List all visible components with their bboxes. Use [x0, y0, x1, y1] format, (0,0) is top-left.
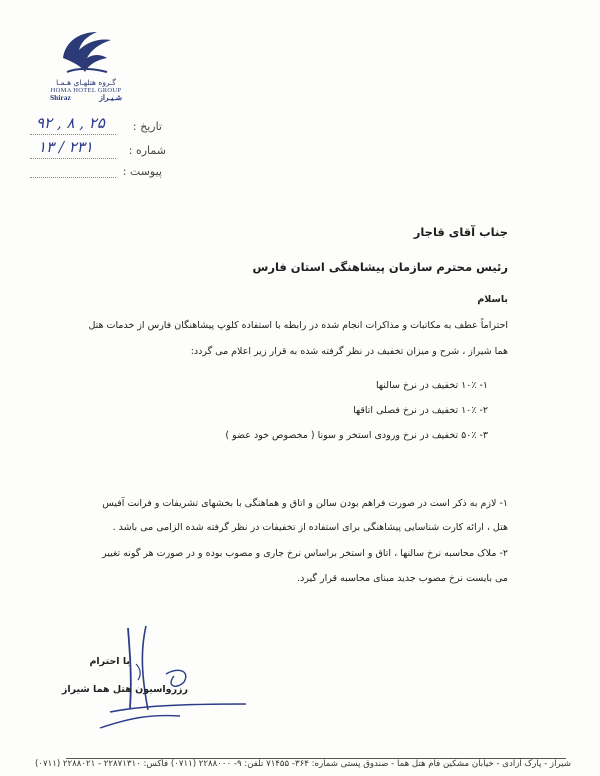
note-2-line-1: ۲- ملاک محاسبه نرخ سالنها ، اتاق و استخر براساس نرخ جاری و مصوب بوده و در صورت هر گونه تغییر	[101, 548, 508, 559]
number-label: شماره :	[128, 144, 166, 157]
closing: با احترام	[89, 656, 130, 667]
homa-bird-icon	[57, 28, 115, 78]
date-dotted-line	[30, 134, 116, 135]
date-field	[26, 114, 162, 138]
logo-name-fa: گـروه هتلهـای هـمـا	[56, 78, 116, 87]
intro-line-1: احتراماً عطف به مکاتبات و مذاکرات انجام شده در رابطه با استفاده کلوپ پیشاهنگان فارس از خدمات هتل	[88, 320, 508, 331]
note-2-line-2: می بایست نرخ مصوب جدید مبنای محاسبه قرار گیرد.	[297, 573, 508, 584]
recipient: جناب آقای قاجار	[413, 225, 508, 239]
number-value: ۱۳ / ۲۳۱	[38, 138, 93, 156]
date-label: تاریخ :	[132, 120, 162, 133]
discount-item: ۱- ۱۰٪ تخفیف در نرخ سالنها	[376, 380, 488, 391]
logo-city-fa: شـیـراز	[99, 93, 122, 103]
logo-city-en: Shiraz	[50, 93, 71, 103]
signatory: رزرواسیون هتل هما شیراز	[61, 684, 188, 695]
logo-name-en: HOMA HOTEL GROUP	[50, 86, 122, 94]
attachment-label: پیوست :	[122, 165, 162, 178]
discount-item: ۲- ۱۰٪ تخفیف در نرخ فصلی اتاقها	[353, 405, 488, 416]
hotel-logo	[38, 28, 134, 102]
intro-line-2: هما شیراز ، شرح و میزان تخفیف در نظر گرفته شده به قرار زیر اعلام می گردد:	[190, 346, 508, 357]
discount-item: ۳- ۵۰٪ تخفیف در نرخ ورودی استخر و سونا ( مخصوص خود عضو )	[225, 430, 488, 441]
attachment-field	[26, 163, 162, 181]
recipient-title: رئیس محترم سازمان پیشاهنگی استان فارس	[252, 260, 508, 274]
note-1-line-1: ۱- لازم به ذکر است در صورت فراهم بودن سالن و اتاق و هماهنگی با بخشهای تشریفات و فرانت آفیس	[102, 498, 508, 509]
logo-city	[38, 94, 134, 102]
greeting: باسلام	[477, 294, 508, 305]
number-field	[26, 138, 166, 162]
attachment-dotted-line	[30, 177, 116, 178]
note-1-line-2: هتل ، ارائه کارت شناسایی پیشاهنگی برای استفاده از تخفیفات در نظر گرفته شده الزامی می باشد .	[112, 522, 508, 533]
date-value: ۹۲ , ۸ , ۲۵	[36, 114, 105, 132]
number-dotted-line	[30, 158, 116, 159]
footer-address: شیراز - پارک آزادی - خیابان مشکین فام هتل هما - صندوق پستی شماره: ۳۶۴- ۷۱۴۵۵ تلفن: ۹- ۲۲۸۸۰۰۰ (۰۷۱۱) فاکس: ۲۲۸۷۱۳۱۰ - ۲۲۸۸۰۲۱ (۰۷۱۱)	[34, 759, 571, 769]
handwritten-signature	[70, 624, 250, 734]
